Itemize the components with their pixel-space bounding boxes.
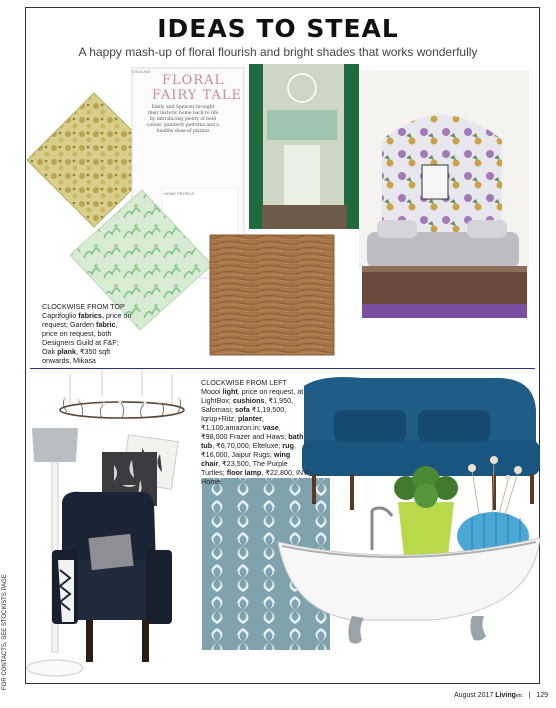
page-footer: August 2017 Livingetc | 129	[454, 692, 548, 699]
caption-segment: vase	[262, 423, 279, 432]
caption-bottom	[201, 378, 309, 486]
caption-segment: , ₹350 sqft onwards, Mikasa	[42, 347, 111, 365]
caption-segment: fabrics	[78, 311, 102, 320]
magazine-kicker: STEALING	[131, 69, 151, 74]
caption-segment: cushions	[232, 396, 265, 405]
floor-lamp-shade	[32, 428, 78, 462]
caption-segment: rug	[282, 441, 294, 450]
footer-brand: Living	[495, 692, 516, 699]
caption-segment: Caprifoglio	[42, 311, 79, 320]
caption-segment: floor lamp	[226, 468, 262, 477]
caption-segment: Moooi	[201, 387, 223, 396]
caption-segment: light	[222, 387, 238, 396]
sofa-cushion-left	[334, 410, 406, 442]
caption-bottom-lead: CLOCKWISE FROM LEFT	[201, 378, 287, 387]
caption-segment: , ₹6,70,000, Elteluxe;	[212, 441, 283, 450]
caption-segment: , ₹1,950, Safomasi;	[201, 396, 294, 414]
caption-top	[42, 302, 132, 365]
footer-issue: August 2017	[454, 692, 494, 699]
side-note: FOR CONTACTS, SEE STOCKISTS PAGE	[2, 574, 8, 690]
caption-segment: , price on request, both Designers Guild at F&F; Oak	[42, 320, 119, 356]
caption-segment: , ₹16,000, Jaipur Rugs;	[201, 441, 296, 459]
magazine-title-line1: FLORAL	[162, 73, 225, 88]
caption-segment: wing chair	[201, 450, 291, 468]
footer-brand-suffix: etc	[515, 693, 523, 699]
magazine-title-line2: FAIRY TALE	[152, 88, 242, 103]
caption-top-lead: CLOCKWISE FROM TOP	[42, 302, 125, 311]
caption-segment: , price on request; Garden	[42, 311, 132, 329]
caption-segment: plank	[57, 347, 76, 356]
green-planter	[394, 466, 458, 556]
magazine-intro: Emily and Spencer brought their historic home back to life by introducing plenty of bold colour, painterly patterns and a healthy dose of pizzazz	[147, 105, 219, 134]
oak-plank-swatch	[210, 235, 334, 355]
chair-cushion	[88, 534, 133, 570]
caption-segment: , ₹1,100,amazon.in;	[201, 414, 264, 432]
magazine-box-label: HOME PROFILE	[164, 191, 195, 196]
page-subtitle: A happy mash-up of floral flourish and bright shades that works wonderfully	[78, 45, 478, 59]
page-title: IDEAS TO STEAL	[157, 14, 399, 43]
page-number: 129	[536, 692, 548, 699]
caption-segment: ₹1,19,500, Iqrup+Ritz;	[201, 405, 287, 423]
caption-top-body	[42, 311, 132, 365]
caption-segment: , ₹23,500, The Purple Turtles;	[201, 459, 288, 477]
section-divider	[30, 368, 535, 369]
caption-segment: , ₹98,000 Frazer and Haws;	[201, 423, 289, 441]
caption-segment: fabric	[95, 320, 116, 329]
caption-segment: , price on request, at LightBox;	[201, 387, 304, 405]
caption-segment: bath tub	[201, 432, 304, 450]
caption-segment: , ₹22,800, INV Home.	[201, 468, 308, 486]
caption-segment: planter	[237, 414, 262, 423]
caption-segment: sofa	[234, 405, 250, 414]
caption-bottom-body	[201, 387, 308, 486]
sofa-cushion-right	[418, 410, 490, 442]
